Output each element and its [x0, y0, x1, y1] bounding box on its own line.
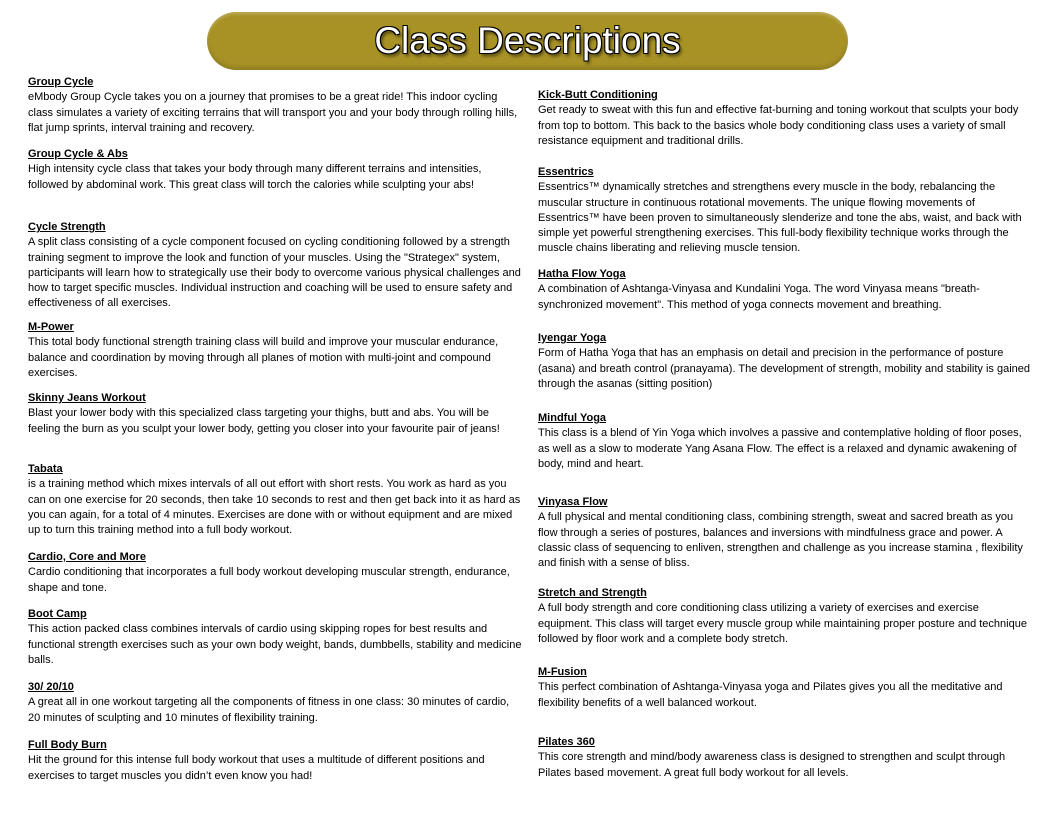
class-title: Vinyasa Flow [538, 496, 608, 508]
class-description: Hit the ground for this intense full body workout that uses a multitude of different positions and exercises to target muscles you didn’t even know you had! [28, 754, 485, 782]
class-description: Cardio conditioning that incorporates a full body workout developing muscular strength, endurance, shape and tone. [28, 566, 510, 594]
class-title: Stretch and Strength [538, 587, 647, 599]
class-title: M-Fusion [538, 666, 587, 678]
class-title: Mindful Yoga [538, 412, 607, 424]
class-item-30-20-10 [28, 680, 522, 726]
class-title: Cardio, Core and More [28, 551, 146, 563]
class-title: Pilates 360 [538, 736, 595, 748]
class-item-boot-camp [28, 607, 522, 668]
class-item-pilates-360 [538, 735, 1030, 781]
class-description: eMbody Group Cycle takes you on a journey that promises to be a great ride! This indoor cycling class simulates a variety of exciting terrains that will transport you and your body through rolling hills, flat jump sprints, interval training and recovery. [28, 91, 518, 134]
class-item-iyengar-yoga [538, 331, 1030, 392]
class-description: A full body strength and core conditioning class utilizing a variety of exercises and exercise equipment. This class will target every muscle group while maintaining proper posture and technique followed by floor work and a complete body stretch. [538, 602, 1027, 645]
class-title: Full Body Burn [28, 739, 107, 751]
class-item-group-cycle-abs [28, 147, 522, 193]
class-description: This total body functional strength training class will build and improve your muscular endurance, balance and coordination by moving through all planes of motion with multi-joint and compound exercises. [28, 336, 499, 379]
class-title: Boot Camp [28, 608, 87, 620]
class-item-m-power [28, 320, 522, 381]
class-item-hatha-flow-yoga [538, 267, 1030, 313]
class-description: A great all in one workout targeting all the components of fitness in one class: 30 minutes of cardio, 20 minutes of sculpting and 10 minutes of flexibility training. [28, 696, 510, 724]
class-title: 30/ 20/10 [28, 681, 74, 693]
class-description: Get ready to sweat with this fun and effective fat-burning and toning workout that sculpts your body from top to bottom. This back to the basics whole body conditioning class uses a variety of small resistance equipment and traditional drills. [538, 104, 1019, 147]
class-description: Essentrics™ dynamically stretches and strengthens every muscle in the body, rebalancing the muscular structure in continuous rotational movements. The unique flowing movements of Essentrics™ have been proven to simultaneously slenderize and tone the abs, waist, and back with simple yet powerful strengthening exercises. This full-body flexibility technique works through the muscle chains liberating and relieving muscle tension. [538, 181, 1022, 255]
class-description: Form of Hatha Yoga that has an emphasis on detail and precision in the performance of posture (asana) and breath control (pranayama). The development of strength, mobility and stability is gained through the asanas (sitting position) [538, 347, 1031, 390]
class-description: This class is a blend of Yin Yoga which involves a passive and contemplative holding of floor poses, as well as a slow to moderate Yang Asana Flow. The effect is a relaxed and dynamic awakening of body, mind and heart. [538, 427, 1022, 470]
class-title: Essentrics [538, 166, 594, 178]
class-description: is a training method which mixes intervals of all out effort with short rests. You work as hard as you can on one exercise for 20 seconds, then take 10 seconds to rest and then get back into it as hard as you can again, for a total of 4 minutes. Exercises are done with or without equipment and are mixed up to turn this training method into a full body workout. [28, 478, 521, 537]
class-title: M-Power [28, 321, 74, 333]
class-description: Blast your lower body with this specialized class targeting your thighs, butt and abs. You will be feeling the burn as you sculpt your lower body, getting you closer into your favourite pair of jeans! [28, 407, 500, 435]
class-item-m-fusion [538, 665, 1030, 711]
class-description: A combination of Ashtanga-Vinyasa and Kundalini Yoga. The word Vinyasa means "breath-synchronized movement". This method of yoga connects movement and breathing. [538, 283, 980, 311]
class-title: Kick-Butt Conditioning [538, 89, 658, 101]
class-title: Iyengar Yoga [538, 332, 607, 344]
class-title: Cycle Strength [28, 221, 106, 233]
class-description: A split class consisting of a cycle component focused on cycling conditioning followed by a strength training segment to improve the look and function of your muscles. Using the "Strategex" system, participants will learn how to strategically use their body to overcome various physical challenges and how to target specific muscles. Individual instruction and coaching will be used to ensure safety and effectiveness of all exercises. [28, 236, 521, 310]
class-item-vinyasa-flow [538, 495, 1030, 571]
class-title: Hatha Flow Yoga [538, 268, 626, 280]
class-item-group-cycle [28, 75, 522, 136]
class-item-stretch-strength [538, 586, 1030, 647]
page-title: Class Descriptions [374, 20, 681, 61]
class-item-full-body-burn [28, 738, 522, 784]
class-item-essentrics [538, 165, 1030, 257]
class-description: This perfect combination of Ashtanga-Vinyasa yoga and Pilates gives you all the meditative and flexibility benefits of a well balanced workout. [538, 681, 1003, 709]
class-title: Group Cycle [28, 76, 94, 88]
class-item-mindful-yoga [538, 411, 1030, 472]
class-title: Skinny Jeans Workout [28, 392, 146, 404]
class-item-tabata [28, 462, 522, 538]
class-description: This core strength and mind/body awareness class is designed to strengthen and sculpt through Pilates based movement. A great full body workout for all levels. [538, 751, 1006, 779]
class-item-cardio-core [28, 550, 522, 596]
class-title: Tabata [28, 463, 63, 475]
class-item-kick-butt [538, 88, 1030, 149]
header-banner [207, 12, 848, 70]
class-title: Group Cycle & Abs [28, 148, 128, 160]
class-description: This action packed class combines intervals of cardio using skipping ropes for best results and functional strength exercises such as your own body weight, bands, dumbbells, stability and medicine balls. [28, 623, 522, 666]
class-item-cycle-strength [28, 220, 522, 312]
class-description: High intensity cycle class that takes your body through many different terrains and intensities, followed by abdominal work. This great class will torch the calories while sculpting your abs! [28, 163, 482, 191]
class-item-skinny-jeans [28, 391, 522, 437]
class-description: A full physical and mental conditioning class, combining strength, sweat and sacred breath as you flow through a series of postures, balances and inversions with mindfulness grace and power. A classic class of sequencing to enliven, strengthen and challenge as you increase stamina , flexibility and finish with a sense of bliss. [538, 511, 1023, 570]
